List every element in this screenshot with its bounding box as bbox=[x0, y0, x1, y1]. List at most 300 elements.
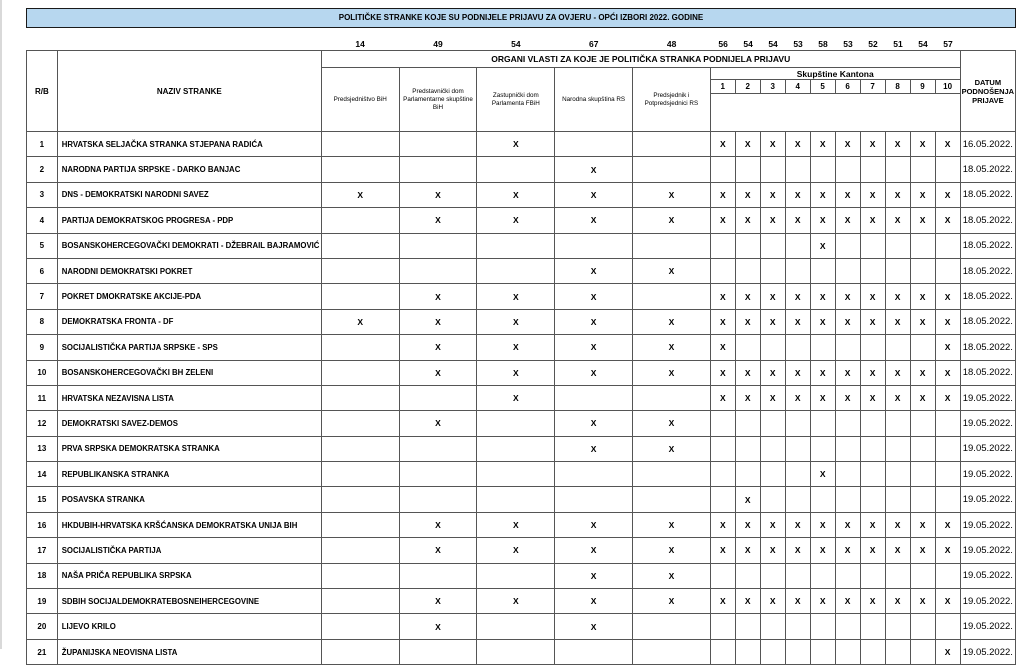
mark-cell bbox=[835, 335, 860, 360]
submission-date: 19.05.2022. bbox=[960, 563, 1015, 588]
mark-cell bbox=[710, 462, 735, 487]
header-datum: DATUM PODNOŠENJA PRIJAVE bbox=[960, 51, 1015, 132]
table-row bbox=[27, 512, 1016, 537]
mark-cell: X bbox=[555, 538, 633, 563]
mark-cell: X bbox=[760, 512, 785, 537]
party-name: HRVATSKA SELJAČKA STRANKA STJEPANA RADIĆA bbox=[57, 132, 321, 157]
mark-cell bbox=[321, 208, 399, 233]
mark-cell bbox=[910, 258, 935, 283]
submission-date: 18.05.2022. bbox=[960, 284, 1015, 309]
mark-cell bbox=[321, 538, 399, 563]
mark-cell: X bbox=[935, 182, 960, 207]
mark-cell: X bbox=[633, 258, 711, 283]
mark-cell: X bbox=[910, 182, 935, 207]
row-number: 16 bbox=[27, 512, 58, 537]
mark-cell bbox=[633, 385, 711, 410]
mark-cell bbox=[399, 487, 477, 512]
mark-cell: X bbox=[633, 335, 711, 360]
mark-cell: X bbox=[633, 589, 711, 614]
table-row bbox=[27, 462, 1016, 487]
mark-cell bbox=[835, 639, 860, 664]
mark-cell bbox=[633, 132, 711, 157]
mark-cell bbox=[835, 462, 860, 487]
mark-cell: X bbox=[810, 284, 835, 309]
table-row bbox=[27, 385, 1016, 410]
mark-cell: X bbox=[555, 208, 633, 233]
mark-cell bbox=[935, 411, 960, 436]
mark-cell bbox=[910, 639, 935, 664]
mark-cell bbox=[321, 411, 399, 436]
mark-cell: X bbox=[399, 538, 477, 563]
mark-cell bbox=[760, 258, 785, 283]
mark-cell bbox=[555, 132, 633, 157]
mark-cell: X bbox=[785, 284, 810, 309]
mark-cell bbox=[935, 487, 960, 512]
table-row bbox=[27, 436, 1016, 461]
mark-cell: X bbox=[810, 385, 835, 410]
mark-cell bbox=[735, 411, 760, 436]
mark-cell: X bbox=[399, 284, 477, 309]
header-kanton-number: 7 bbox=[860, 80, 885, 94]
mark-cell: X bbox=[935, 360, 960, 385]
mark-cell: X bbox=[555, 512, 633, 537]
party-name: SDBIH SOCIJALDEMOKRATEBOSNEIHERCEGOVINE bbox=[57, 589, 321, 614]
mark-cell bbox=[321, 385, 399, 410]
mark-cell: X bbox=[735, 284, 760, 309]
mark-cell: X bbox=[885, 208, 910, 233]
mark-cell bbox=[885, 411, 910, 436]
mark-cell bbox=[935, 614, 960, 639]
mark-cell bbox=[835, 411, 860, 436]
mark-cell: X bbox=[860, 182, 885, 207]
mark-cell: X bbox=[555, 589, 633, 614]
mark-cell bbox=[321, 258, 399, 283]
mark-cell: X bbox=[835, 589, 860, 614]
table-row bbox=[27, 157, 1016, 182]
mark-cell: X bbox=[910, 589, 935, 614]
mark-cell: X bbox=[735, 589, 760, 614]
mark-cell: X bbox=[810, 589, 835, 614]
mark-cell: X bbox=[399, 182, 477, 207]
mark-cell: X bbox=[910, 132, 935, 157]
mark-cell bbox=[477, 258, 555, 283]
submission-date: 18.05.2022. bbox=[960, 309, 1015, 334]
table-row bbox=[27, 563, 1016, 588]
parties-table-body bbox=[27, 132, 1016, 665]
mark-cell bbox=[735, 436, 760, 461]
mark-cell: X bbox=[910, 284, 935, 309]
mark-cell: X bbox=[735, 309, 760, 334]
mark-cell bbox=[710, 157, 735, 182]
mark-cell bbox=[785, 157, 810, 182]
mark-cell: X bbox=[835, 360, 860, 385]
mark-cell: X bbox=[860, 360, 885, 385]
row-number: 19 bbox=[27, 589, 58, 614]
mark-cell bbox=[477, 233, 555, 258]
mark-cell: X bbox=[633, 538, 711, 563]
mark-cell bbox=[910, 157, 935, 182]
mark-cell bbox=[321, 233, 399, 258]
mark-cell: X bbox=[760, 309, 785, 334]
mark-cell bbox=[399, 436, 477, 461]
mark-cell bbox=[785, 411, 810, 436]
header-kanton-number: 3 bbox=[760, 80, 785, 94]
mark-cell bbox=[321, 563, 399, 588]
mark-cell: X bbox=[910, 208, 935, 233]
mark-cell bbox=[477, 639, 555, 664]
mark-cell: X bbox=[760, 132, 785, 157]
mark-cell bbox=[477, 157, 555, 182]
mark-cell: X bbox=[935, 335, 960, 360]
mark-cell bbox=[785, 563, 810, 588]
party-name: LIJEVO KRILO bbox=[57, 614, 321, 639]
mark-cell bbox=[321, 436, 399, 461]
submission-date: 18.05.2022. bbox=[960, 157, 1015, 182]
mark-cell: X bbox=[935, 309, 960, 334]
mark-cell: X bbox=[477, 335, 555, 360]
table-row bbox=[27, 132, 1016, 157]
mark-cell bbox=[760, 157, 785, 182]
mark-cell: X bbox=[935, 284, 960, 309]
submission-date: 19.05.2022. bbox=[960, 614, 1015, 639]
mark-cell bbox=[710, 487, 735, 512]
table-row bbox=[27, 258, 1016, 283]
mark-cell: X bbox=[633, 512, 711, 537]
mark-cell bbox=[555, 385, 633, 410]
mark-cell: X bbox=[810, 462, 835, 487]
mark-cell bbox=[735, 157, 760, 182]
submission-date: 18.05.2022. bbox=[960, 335, 1015, 360]
mark-cell bbox=[710, 614, 735, 639]
mark-cell: X bbox=[633, 436, 711, 461]
mark-cell: X bbox=[910, 360, 935, 385]
mark-cell: X bbox=[633, 309, 711, 334]
mark-cell bbox=[885, 258, 910, 283]
count-cell: 54 bbox=[743, 39, 753, 49]
row-number: 11 bbox=[27, 385, 58, 410]
row-number: 17 bbox=[27, 538, 58, 563]
count-cell: 67 bbox=[589, 39, 599, 49]
mark-cell: X bbox=[885, 385, 910, 410]
mark-cell: X bbox=[633, 208, 711, 233]
mark-cell bbox=[860, 462, 885, 487]
mark-cell: X bbox=[885, 284, 910, 309]
mark-cell bbox=[555, 233, 633, 258]
mark-cell: X bbox=[710, 538, 735, 563]
mark-cell: X bbox=[477, 284, 555, 309]
mark-cell: X bbox=[633, 411, 711, 436]
mark-cell: X bbox=[477, 589, 555, 614]
party-name: ŽUPANIJSKA NEOVISNA LISTA bbox=[57, 639, 321, 664]
mark-cell bbox=[835, 233, 860, 258]
mark-cell bbox=[835, 487, 860, 512]
mark-cell bbox=[860, 335, 885, 360]
mark-cell bbox=[860, 487, 885, 512]
mark-cell: X bbox=[935, 512, 960, 537]
mark-cell: X bbox=[477, 309, 555, 334]
mark-cell bbox=[760, 639, 785, 664]
party-name: DEMOKRATSKA FRONTA - DF bbox=[57, 309, 321, 334]
mark-cell: X bbox=[860, 284, 885, 309]
mark-cell: X bbox=[555, 284, 633, 309]
mark-cell bbox=[760, 614, 785, 639]
mark-cell: X bbox=[321, 309, 399, 334]
mark-cell: X bbox=[785, 385, 810, 410]
mark-cell: X bbox=[885, 538, 910, 563]
count-cell: 53 bbox=[843, 39, 853, 49]
mark-cell: X bbox=[477, 132, 555, 157]
submission-date: 16.05.2022. bbox=[960, 132, 1015, 157]
header-organi-vlasti: ORGANI VLASTI ZA KOJE JE POLITIČKA STRANKA PODNIJELA PRIJAVU bbox=[321, 51, 960, 68]
parties-table bbox=[26, 50, 1016, 665]
header-kanton-number: 1 bbox=[710, 80, 735, 94]
party-name: POKRET DMOKRATSKE AKCIJE-PDA bbox=[57, 284, 321, 309]
mark-cell bbox=[760, 411, 785, 436]
mark-cell bbox=[321, 132, 399, 157]
mark-cell: X bbox=[735, 208, 760, 233]
mark-cell bbox=[810, 411, 835, 436]
party-name: SOCIJALISTIČKA PARTIJA SRPSKE - SPS bbox=[57, 335, 321, 360]
mark-cell: X bbox=[710, 208, 735, 233]
mark-cell bbox=[710, 563, 735, 588]
mark-cell bbox=[399, 385, 477, 410]
count-spacer bbox=[960, 38, 1016, 50]
count-spacer bbox=[26, 38, 57, 50]
mark-cell bbox=[810, 436, 835, 461]
mark-cell: X bbox=[399, 309, 477, 334]
row-number: 2 bbox=[27, 157, 58, 182]
mark-cell bbox=[477, 462, 555, 487]
mark-cell bbox=[935, 233, 960, 258]
mark-cell bbox=[321, 589, 399, 614]
mark-cell bbox=[935, 563, 960, 588]
row-number: 15 bbox=[27, 487, 58, 512]
mark-cell: X bbox=[885, 132, 910, 157]
mark-cell: X bbox=[710, 284, 735, 309]
mark-cell: X bbox=[555, 157, 633, 182]
mark-cell: X bbox=[910, 512, 935, 537]
mark-cell: X bbox=[710, 589, 735, 614]
mark-cell: X bbox=[555, 563, 633, 588]
mark-cell: X bbox=[555, 335, 633, 360]
mark-cell bbox=[785, 436, 810, 461]
header-naziv-stranke: NAZIV STRANKE bbox=[57, 51, 321, 132]
mark-cell: X bbox=[710, 512, 735, 537]
mark-cell bbox=[810, 487, 835, 512]
mark-cell: X bbox=[555, 614, 633, 639]
submission-date: 19.05.2022. bbox=[960, 512, 1015, 537]
mark-cell bbox=[399, 233, 477, 258]
row-number: 12 bbox=[27, 411, 58, 436]
mark-cell bbox=[321, 512, 399, 537]
mark-cell bbox=[935, 436, 960, 461]
mark-cell bbox=[399, 639, 477, 664]
mark-cell: X bbox=[860, 385, 885, 410]
submission-date: 19.05.2022. bbox=[960, 436, 1015, 461]
header-kanton-number: 4 bbox=[785, 80, 810, 94]
parties-table-wrapper bbox=[26, 50, 1016, 665]
header-rb: R/B bbox=[27, 51, 58, 132]
submission-date: 18.05.2022. bbox=[960, 360, 1015, 385]
mark-cell: X bbox=[885, 182, 910, 207]
party-name: POSAVSKA STRANKA bbox=[57, 487, 321, 512]
submission-date: 18.05.2022. bbox=[960, 182, 1015, 207]
mark-cell bbox=[321, 639, 399, 664]
mark-cell: X bbox=[935, 538, 960, 563]
header-kanton-number: 8 bbox=[885, 80, 910, 94]
header-kanton-spacer bbox=[710, 94, 960, 132]
mark-cell bbox=[710, 436, 735, 461]
mark-cell: X bbox=[760, 538, 785, 563]
mark-cell bbox=[910, 335, 935, 360]
party-name: NARODNA PARTIJA SRPSKE - DARKO BANJAC bbox=[57, 157, 321, 182]
mark-cell: X bbox=[785, 512, 810, 537]
party-name: SOCIJALISTIČKA PARTIJA bbox=[57, 538, 321, 563]
mark-cell: X bbox=[835, 132, 860, 157]
row-number: 18 bbox=[27, 563, 58, 588]
mark-cell bbox=[860, 411, 885, 436]
table-row bbox=[27, 487, 1016, 512]
mark-cell bbox=[785, 487, 810, 512]
submission-date: 18.05.2022. bbox=[960, 208, 1015, 233]
row-number: 13 bbox=[27, 436, 58, 461]
mark-cell bbox=[399, 462, 477, 487]
submission-date: 18.05.2022. bbox=[960, 233, 1015, 258]
mark-cell: X bbox=[399, 589, 477, 614]
mark-cell: X bbox=[710, 132, 735, 157]
count-cell: 14 bbox=[355, 39, 365, 49]
submission-date: 19.05.2022. bbox=[960, 462, 1015, 487]
mark-cell bbox=[633, 639, 711, 664]
mark-cell: X bbox=[735, 132, 760, 157]
party-name: NAŠA PRIČA REPUBLIKA SRPSKA bbox=[57, 563, 321, 588]
mark-cell bbox=[477, 411, 555, 436]
mark-cell: X bbox=[785, 182, 810, 207]
mark-cell bbox=[760, 233, 785, 258]
mark-cell bbox=[633, 157, 711, 182]
mark-cell: X bbox=[735, 538, 760, 563]
row-number: 10 bbox=[27, 360, 58, 385]
mark-cell: X bbox=[477, 182, 555, 207]
mark-cell bbox=[399, 563, 477, 588]
party-name: HKDUBIH-HRVATSKA KRŠĆANSKA DEMOKRATSKA UNIJA BIH bbox=[57, 512, 321, 537]
header-skupstine-kantona: Skupštine Kantona bbox=[710, 68, 960, 80]
mark-cell bbox=[860, 614, 885, 639]
table-row bbox=[27, 360, 1016, 385]
table-row bbox=[27, 335, 1016, 360]
party-name: BOSANSKOHERCEGOVAČKI DEMOKRATI - DŽEBRAIL BAJRAMOVIĆ bbox=[57, 233, 321, 258]
mark-cell: X bbox=[477, 208, 555, 233]
mark-cell: X bbox=[885, 309, 910, 334]
mark-cell: X bbox=[633, 360, 711, 385]
mark-cell: X bbox=[910, 538, 935, 563]
table-row bbox=[27, 589, 1016, 614]
header-kanton-number: 6 bbox=[835, 80, 860, 94]
mark-cell bbox=[935, 157, 960, 182]
mark-cell: X bbox=[735, 487, 760, 512]
mark-cell bbox=[735, 335, 760, 360]
table-row bbox=[27, 639, 1016, 664]
mark-cell bbox=[810, 639, 835, 664]
mark-cell: X bbox=[935, 589, 960, 614]
mark-cell: X bbox=[760, 208, 785, 233]
mark-cell bbox=[477, 563, 555, 588]
mark-cell bbox=[885, 462, 910, 487]
mark-cell: X bbox=[555, 182, 633, 207]
mark-cell bbox=[785, 639, 810, 664]
mark-cell bbox=[885, 487, 910, 512]
mark-cell: X bbox=[885, 589, 910, 614]
mark-cell: X bbox=[760, 385, 785, 410]
mark-cell: X bbox=[477, 512, 555, 537]
mark-cell bbox=[477, 614, 555, 639]
mark-cell: X bbox=[399, 411, 477, 436]
mark-cell bbox=[735, 233, 760, 258]
count-cell: 53 bbox=[793, 39, 803, 49]
mark-cell bbox=[710, 411, 735, 436]
mark-cell bbox=[835, 258, 860, 283]
submission-date: 19.05.2022. bbox=[960, 411, 1015, 436]
party-name: DEMOKRATSKI SAVEZ-DEMOS bbox=[57, 411, 321, 436]
mark-cell bbox=[885, 639, 910, 664]
count-cell: 52 bbox=[868, 39, 878, 49]
mark-cell bbox=[735, 614, 760, 639]
header-zastupnicki-dom: Zastupnički dom Parlamenta FBiH bbox=[477, 68, 555, 132]
mark-cell bbox=[910, 462, 935, 487]
mark-cell: X bbox=[885, 360, 910, 385]
header-kanton-number: 2 bbox=[735, 80, 760, 94]
mark-cell bbox=[785, 258, 810, 283]
mark-cell: X bbox=[810, 538, 835, 563]
mark-cell: X bbox=[785, 589, 810, 614]
mark-cell bbox=[710, 639, 735, 664]
mark-cell bbox=[399, 258, 477, 283]
mark-cell: X bbox=[810, 208, 835, 233]
mark-cell bbox=[760, 563, 785, 588]
table-row bbox=[27, 309, 1016, 334]
submission-date: 18.05.2022. bbox=[960, 258, 1015, 283]
mark-cell bbox=[810, 614, 835, 639]
table-row bbox=[27, 284, 1016, 309]
mark-cell bbox=[885, 335, 910, 360]
mark-cell: X bbox=[477, 360, 555, 385]
mark-cell bbox=[321, 462, 399, 487]
mark-cell bbox=[321, 614, 399, 639]
table-row bbox=[27, 233, 1016, 258]
mark-cell bbox=[399, 132, 477, 157]
mark-cell: X bbox=[835, 208, 860, 233]
mark-cell bbox=[910, 411, 935, 436]
table-row bbox=[27, 208, 1016, 233]
row-number: 21 bbox=[27, 639, 58, 664]
mark-cell bbox=[785, 614, 810, 639]
submission-date: 19.05.2022. bbox=[960, 487, 1015, 512]
count-cell: 58 bbox=[818, 39, 828, 49]
column-counts-row bbox=[26, 38, 1016, 50]
mark-cell bbox=[735, 258, 760, 283]
count-spacer bbox=[57, 38, 321, 50]
mark-cell: X bbox=[710, 360, 735, 385]
count-cell: 54 bbox=[918, 39, 928, 49]
mark-cell: X bbox=[935, 208, 960, 233]
mark-cell bbox=[935, 258, 960, 283]
header-kanton-number: 10 bbox=[935, 80, 960, 94]
mark-cell: X bbox=[910, 309, 935, 334]
mark-cell bbox=[477, 487, 555, 512]
mark-cell: X bbox=[785, 538, 810, 563]
mark-cell: X bbox=[810, 360, 835, 385]
mark-cell bbox=[633, 614, 711, 639]
